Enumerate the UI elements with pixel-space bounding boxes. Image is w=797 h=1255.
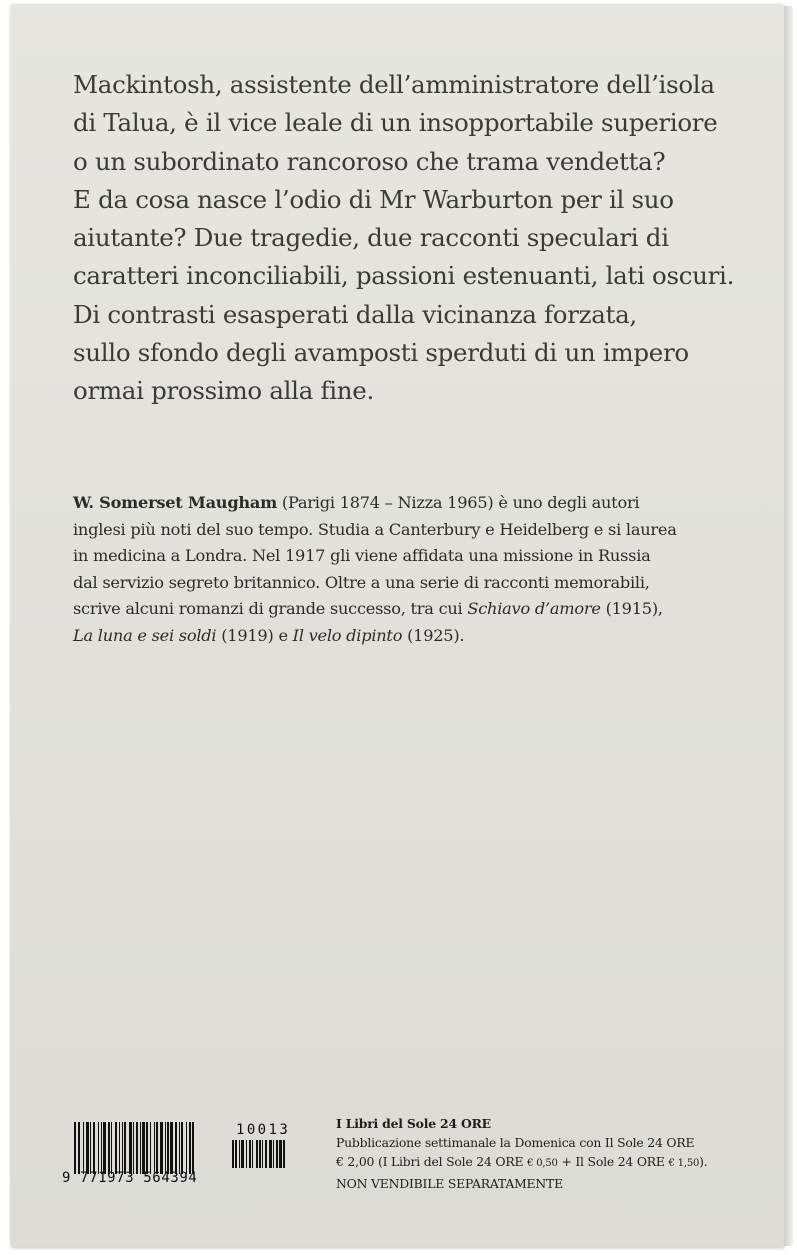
blurb-line: di Talua, è il vice leale di un insopportabile superiore <box>73 108 718 138</box>
barcode-bar <box>192 1122 194 1174</box>
price-book: € 0,50 <box>527 1158 558 1170</box>
blurb-line: o un subordinato rancoroso che trama vendetta? <box>73 146 666 176</box>
series-title: I Libri del Sole 24 ORE <box>336 1116 491 1131</box>
author-name: W. Somerset Maugham <box>73 493 278 512</box>
publisher-info <box>336 1114 766 1193</box>
addon-barcode <box>232 1122 304 1172</box>
blurb-line: E da cosa nasce l’odio di Mr Warburton per il suo <box>73 184 674 214</box>
bio-text: (1919) e <box>216 625 293 645</box>
blurb-line: ormai prossimo alla fine. <box>73 376 374 406</box>
author-bio <box>73 490 753 649</box>
price-text: € 2,00 (I Libri del Sole 24 ORE <box>336 1154 528 1170</box>
bio-line: inglesi più noti del suo tempo. Studia a Canterbury e Heidelberg e si laurea <box>73 519 677 539</box>
bio-line: dal servizio segreto britannico. Oltre a una serie di racconti memorabili, <box>73 572 650 592</box>
book-back-cover <box>10 4 784 1247</box>
addon-digits: 10013 <box>236 1122 291 1138</box>
bio-text: (1915), <box>600 599 663 618</box>
bio-text: scrive alcuni romanzi di grande successo, tra cui <box>73 599 468 618</box>
barcode-digits: 9 771973 564394 <box>62 1170 198 1186</box>
barcode-bars <box>74 1122 224 1174</box>
page-edge <box>784 6 793 1246</box>
book-title: Il velo dipinto <box>292 625 403 645</box>
blurb-paragraph <box>73 66 753 411</box>
price-newspaper: € 1,50 <box>668 1158 700 1170</box>
addon-bars <box>232 1140 302 1168</box>
price-line <box>336 1152 766 1173</box>
price-text: ). <box>699 1154 708 1170</box>
blurb-line: sullo sfondo degli avamposti sperduti di un impero <box>73 338 689 368</box>
bio-text: (Parigi 1874 – Nizza 1965) è uno degli autori <box>277 493 640 512</box>
blurb-line: caratteri inconciliabili, passioni estenuanti, lati oscuri. <box>73 261 735 291</box>
blurb-line: Mackintosh, assistente dell’amministratore dell’isola <box>73 70 715 99</box>
bio-line <box>73 623 753 650</box>
book-title: La luna e sei soldi <box>73 625 217 645</box>
bio-line <box>73 490 753 517</box>
bio-line <box>73 596 753 623</box>
blurb-line: Di contrasti esasperati dalla vicinanza forzata, <box>73 299 637 329</box>
price-text: + Il Sole 24 ORE <box>557 1154 669 1170</box>
ean-barcode <box>62 1122 222 1188</box>
publication-note: Pubblicazione settimanale la Domenica con Il Sole 24 ORE <box>336 1135 695 1151</box>
barcode-bar <box>283 1140 285 1168</box>
blurb-line: aiutante? Due tragedie, due racconti speculari di <box>73 223 669 253</box>
sale-note: NON VENDIBILE SEPARATAMENTE <box>336 1175 563 1191</box>
bio-text: (1925). <box>402 625 465 645</box>
book-title: Schiavo d’amore <box>467 599 601 618</box>
bio-line: in medicina a Londra. Nel 1917 gli viene affidata una missione in Russia <box>73 546 651 565</box>
